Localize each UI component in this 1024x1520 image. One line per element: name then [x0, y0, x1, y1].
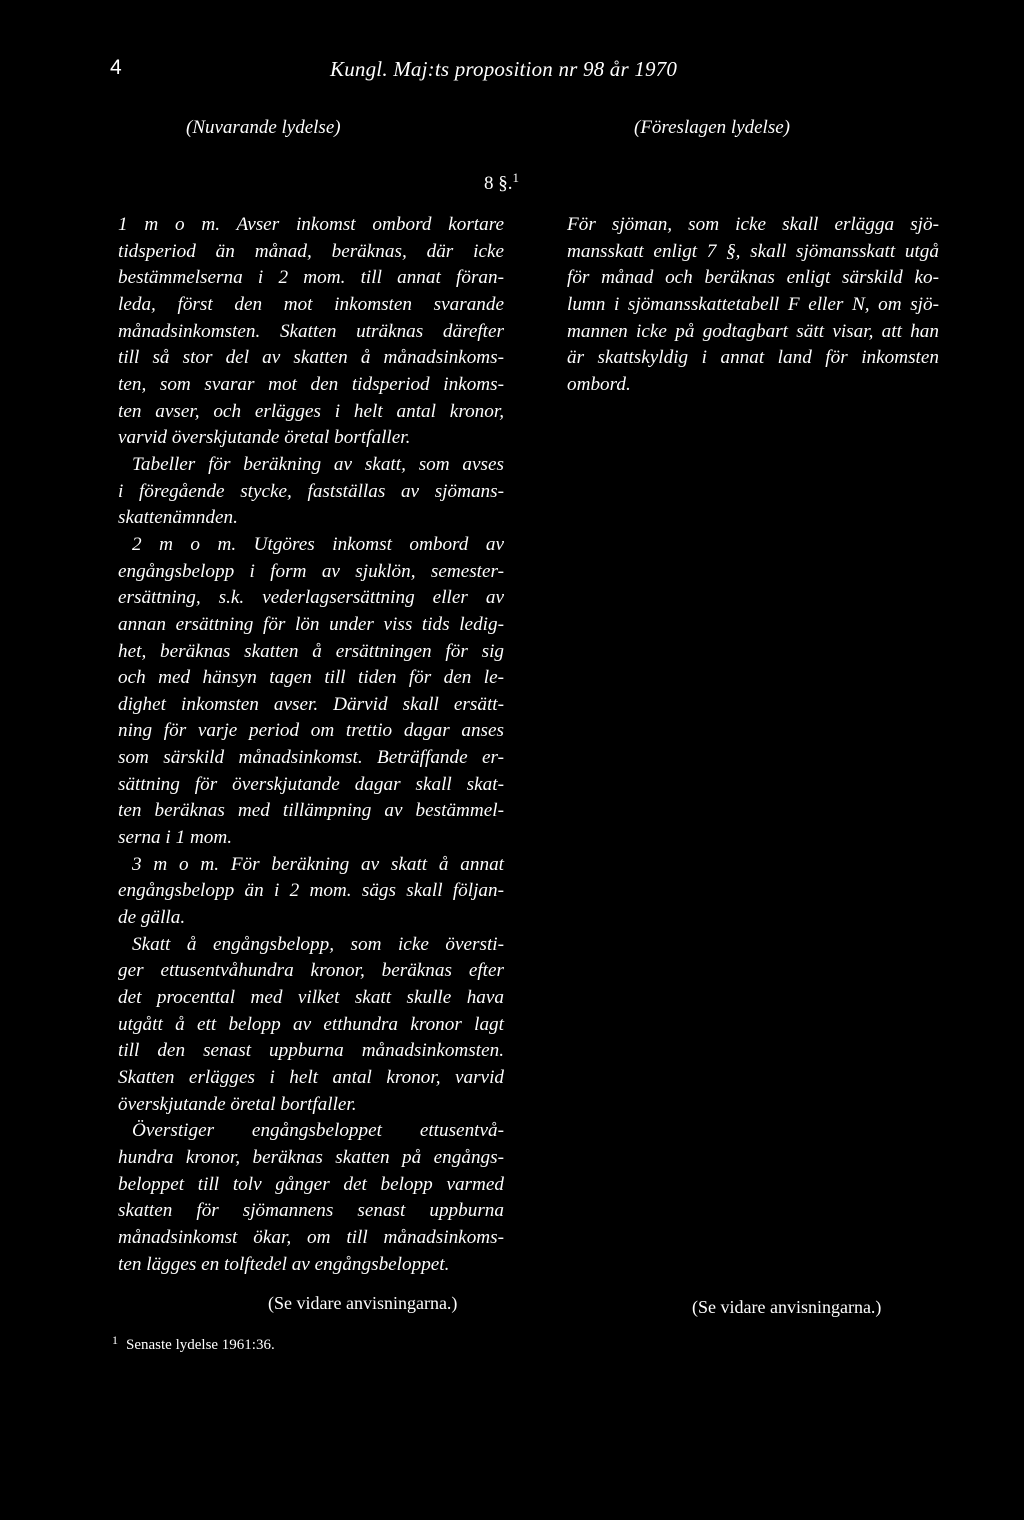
section-footnote-ref: 1 [512, 170, 519, 185]
text-line: utgått å ett belopp av etthundra kronor lagt [118, 1013, 504, 1035]
text-line: det procenttal med vilket skatt skulle hava [118, 987, 504, 1009]
text-line: mansskatt enligt 7 §, skall sjömansskatt utgå [567, 240, 939, 262]
page-number: 4 [110, 56, 122, 79]
text-line: varvid överskjutande öretal bortfaller. [118, 427, 411, 449]
text-line: Tabeller för beräkning av skatt, som avses [132, 453, 504, 475]
text-line: het, beräknas skatten å ersättningen för sig [118, 640, 504, 662]
text-line: hundra kronor, beräknas skatten på engångs- [118, 1146, 504, 1168]
text-line: till den senast uppburna månadsinkomsten. [118, 1040, 504, 1062]
text-line: beloppet till tolv gånger det belopp varmed [118, 1173, 504, 1195]
text-line: ten lägges en tolftedel av engångsbeloppet. [118, 1253, 450, 1275]
text-line: lumn i sjömansskattetabell F eller N, om sjö- [567, 293, 939, 315]
text-line: sättning för överskjutande dagar skall skat- [118, 773, 504, 795]
text-line: ten avser, och erlägges i helt antal kronor, [118, 400, 504, 422]
text-line: för månad och beräknas enligt särskild ko- [567, 267, 939, 289]
text-line: 2 m o m. Utgöres inkomst ombord av [132, 533, 504, 555]
text-line: månadsinkomsten. Skatten uträknas därefter [118, 320, 504, 342]
text-line: i föregående stycke, fastställas av sjömans- [118, 480, 504, 502]
text-line: tidsperiod än månad, beräknas, där icke [118, 240, 504, 262]
text-line: ger ettusentvåhundra kronor, beräknas efter [118, 960, 504, 982]
section-heading [484, 170, 519, 195]
text-line: ombord. [567, 373, 631, 395]
text-line: Överstiger engångsbeloppet ettusentvå- [132, 1120, 504, 1142]
text-line: som särskild månadsinkomst. Beträffande er- [118, 747, 504, 769]
right-column-heading: (Föreslagen lydelse) [634, 117, 790, 138]
text-line: och med hänsyn tagen till tiden för den le- [118, 667, 504, 689]
section-label: 8 §. [484, 173, 513, 194]
text-line: Skatt å engångsbelopp, som icke översti- [132, 933, 504, 955]
text-line: För sjöman, som icke skall erlägga sjö- [567, 214, 939, 235]
text-line: överskjutande öretal bortfaller. [118, 1093, 357, 1115]
text-line: månadsinkomst ökar, om till månadsinkoms- [118, 1226, 504, 1248]
left-column-heading: (Nuvarande lydelse) [186, 117, 341, 138]
text-line: ten, som svarar mot den tidsperiod inkoms- [118, 373, 504, 395]
see-instructions-left: (Se vidare anvisningarna.) [268, 1293, 458, 1313]
text-line: mannen icke på godtagbart sätt visar, att han [567, 320, 939, 342]
text-line: 3 m o m. För beräkning av skatt å annat [132, 853, 504, 875]
text-line: ersättning, s.k. vederlagsersättning eller av [118, 587, 504, 609]
text-line: 1 m o m. Avser inkomst ombord kortare [118, 214, 504, 235]
text-line: serna i 1 mom. [118, 827, 233, 849]
text-line: dighet inkomsten avser. Därvid skall ersätt- [118, 693, 504, 715]
running-header-title: Kungl. Maj:ts proposition nr 98 år 1970 [330, 57, 678, 81]
see-instructions-right: (Se vidare anvisningarna.) [692, 1297, 882, 1317]
text-line: ning för varje period om trettio dagar anses [118, 720, 504, 742]
text-line: de gälla. [118, 907, 186, 929]
text-line: annan ersättning för lön under viss tids ledig- [118, 613, 504, 635]
text-line: engångsbelopp i form av sjuklön, semester- [118, 560, 504, 582]
text-line: ten beräknas med tillämpning av bestämmel- [118, 800, 504, 822]
right-column-text [567, 212, 939, 399]
text-line: Skatten erlägges i helt antal kronor, varvid [118, 1067, 504, 1088]
text-line: bestämmelserna i 2 mom. till annat föran- [118, 267, 504, 289]
text-line: skattenämnden. [118, 507, 238, 529]
text-line: leda, först den mot inkomsten svarande [118, 293, 504, 315]
left-column-text [118, 212, 504, 1278]
text-line: engångsbelopp än i 2 mom. sägs skall följan- [118, 880, 504, 902]
footnote-text: Senaste lydelse 1961:36. [126, 1337, 275, 1353]
text-line: till så stor del av skatten å månadsinkoms- [118, 347, 504, 369]
footnote [112, 1333, 275, 1354]
footnote-number: 1 [112, 1333, 118, 1347]
text-line: skatten för sjömannens senast uppburna [118, 1200, 504, 1222]
text-line: är skattskyldig i annat land för inkomsten [567, 347, 939, 369]
